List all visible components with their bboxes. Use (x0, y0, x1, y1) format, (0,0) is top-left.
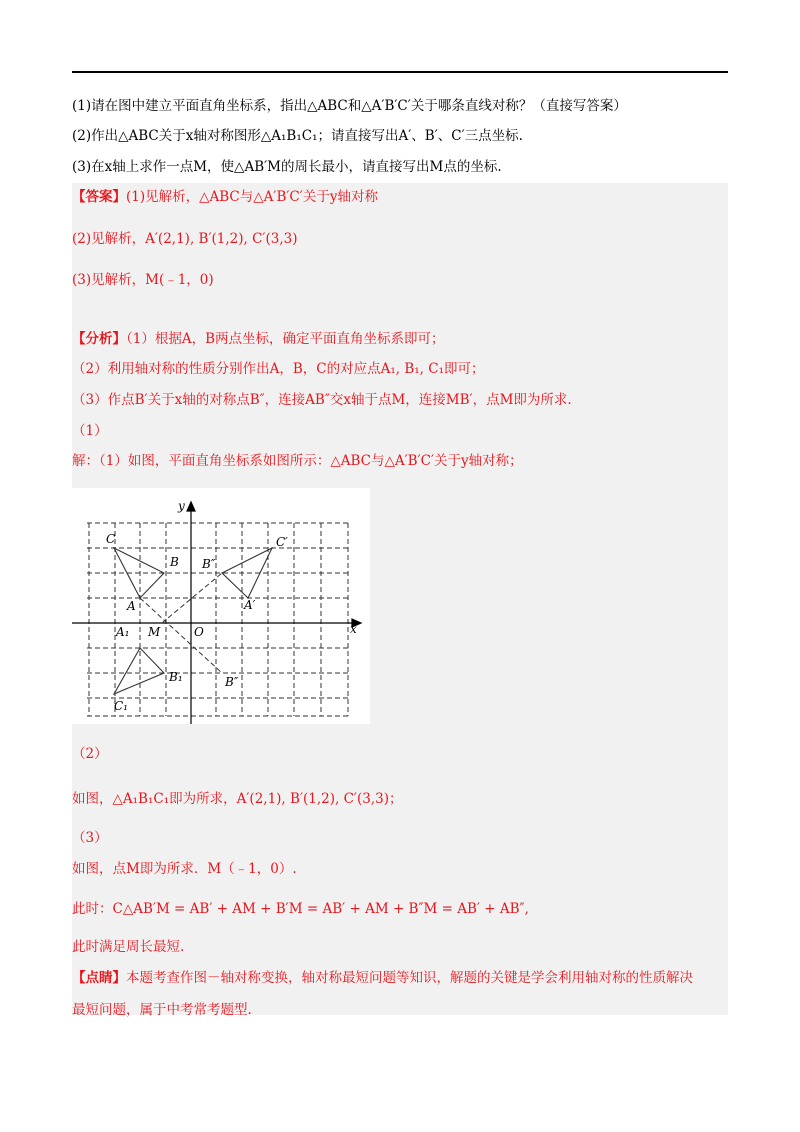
header-rule (72, 71, 728, 73)
label-B-double-prime-top: B″ (202, 557, 216, 571)
label-y-axis: y (178, 499, 185, 513)
label-A: A (127, 599, 136, 613)
label-x-axis: x (350, 622, 357, 636)
analysis-2: （2）利用轴对称的性质分别作出A，B，C的对应点A₁, B₁, C₁即可； (72, 361, 485, 377)
question-3: (3)在x轴上求作一点M，使△AB′M的周长最小，请直接写出M点的坐标. (72, 159, 502, 175)
comment-tag: 【点睛】 (72, 970, 126, 986)
question-2: (2)作出△ABC关于x轴对称图形△A₁B₁C₁；请直接写出A′、B′、C′三点坐标. (72, 128, 523, 144)
answer-1: (1)见解析，△ABC与△A′B′C′关于y轴对称 (126, 189, 378, 205)
label-B1: B₁ (169, 670, 183, 684)
label-A-prime: A′ (244, 598, 256, 612)
coordinate-figure (72, 488, 370, 724)
question-1: (1)请在图中建立平面直角坐标系，指出△ABC和△A′B′C′关于哪条直线对称？（直接写答案） (72, 98, 627, 114)
solution-1: 解：（1）如图，平面直角坐标系如图所示：△ABC与△A′B′C′关于y轴对称； (72, 453, 523, 469)
label-B-double-prime-bottom: B″ (225, 675, 239, 689)
label-A1: A₁ (116, 625, 130, 639)
solution-4: 此时：C△AB′M = AB′ + AM + B′M = AB′ + AM + B″M = AB′ + AB″, (72, 901, 529, 917)
label-B: B (170, 555, 179, 569)
part-1-heading: （1） (72, 423, 108, 439)
answer-line-1 (72, 187, 378, 207)
analysis-1: （1）根据A，B两点坐标，确定平面直角坐标系即可； (126, 331, 445, 347)
part-2-heading: （2） (72, 746, 108, 762)
answer-2: (2)见解析，A′(2,1), B′(1,2), C′(3,3) (72, 231, 298, 247)
label-C-prime: C′ (276, 535, 288, 549)
label-M: M (148, 625, 161, 639)
label-C1: C₁ (114, 699, 128, 713)
solution-5: 此时满足周长最短. (72, 939, 185, 955)
answer-3: (3)见解析，M(﹣1，0) (72, 272, 214, 288)
comment-1: 本题考查作图－轴对称变换，轴对称最短问题等知识，解题的关键是学会利用轴对称的性质解决 (126, 970, 693, 986)
analysis-line-1 (72, 329, 445, 349)
label-O: O (194, 625, 204, 639)
comment-2: 最短问题，属于中考常考题型. (72, 1002, 252, 1018)
analysis-tag: 【分析】 (72, 331, 126, 347)
analysis-3: （3）作点B′关于x轴的对称点B″，连接AB″交x轴于点M，连接MB′，点M即为所求. (72, 392, 572, 408)
part-3-heading: （3） (72, 830, 108, 846)
solution-2: 如图，△A₁B₁C₁即为所求，A′(2,1), B′(1,2), C′(3,3)； (72, 791, 403, 807)
comment-line-1 (72, 968, 693, 988)
solution-3: 如图，点M即为所求．M（﹣1，0）. (72, 861, 297, 877)
label-C: C (106, 532, 116, 546)
answer-tag: 【答案】 (72, 189, 126, 205)
